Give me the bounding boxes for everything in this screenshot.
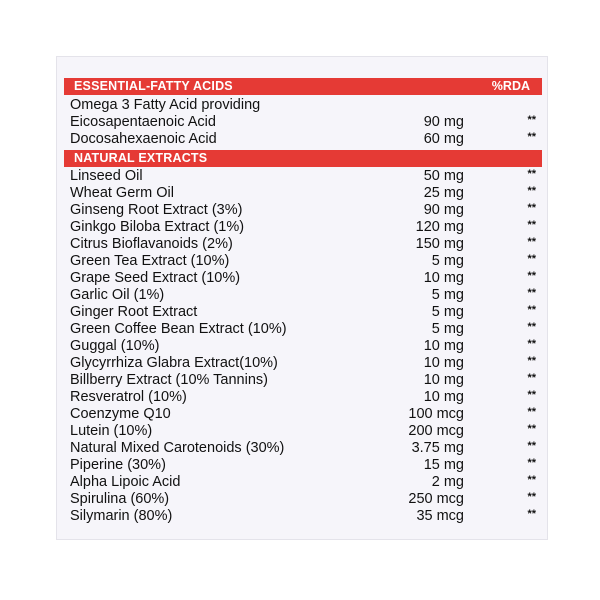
- table-row: [64, 508, 542, 525]
- ingredient-rda: **: [527, 508, 536, 520]
- ingredient-rda: **: [527, 287, 536, 299]
- table-row: [64, 185, 542, 202]
- ingredient-name: Resveratrol (10%): [70, 389, 187, 405]
- ingredient-amount: 120 mg: [415, 219, 464, 235]
- ingredient-name: Piperine (30%): [70, 457, 166, 473]
- table-row: [64, 355, 542, 372]
- ingredient-rda: **: [527, 168, 536, 180]
- table-row: [64, 372, 542, 389]
- ingredient-name: Green Coffee Bean Extract (10%): [70, 321, 287, 337]
- table-row: [64, 457, 542, 474]
- ingredient-rda: **: [527, 355, 536, 367]
- ingredient-name: Garlic Oil (1%): [70, 287, 165, 303]
- ingredient-amount: 50 mg: [423, 168, 464, 184]
- ingredient-name: Citrus Bioflavanoids (2%): [70, 236, 233, 252]
- ingredient-amount: 5 mg: [431, 321, 464, 337]
- table-row: [64, 253, 542, 270]
- section-header-natural-extracts: [64, 150, 542, 167]
- ingredient-amount: 150 mg: [415, 236, 464, 252]
- table-row: [64, 219, 542, 236]
- table-row: [64, 321, 542, 338]
- ingredient-name: Glycyrrhiza Glabra Extract(10%): [70, 355, 278, 371]
- table-row: [64, 270, 542, 287]
- table-row: [64, 491, 542, 508]
- ingredient-amount: 3.75 mg: [411, 440, 464, 456]
- ingredient-name: Ginseng Root Extract (3%): [70, 202, 243, 218]
- ingredient-amount: 2 mg: [431, 474, 464, 490]
- ingredient-amount: 200 mcg: [408, 423, 464, 439]
- table-row: [64, 440, 542, 457]
- ingredient-amount: 15 mg: [423, 457, 464, 473]
- ingredient-name: Docosahexaenoic Acid: [70, 131, 217, 147]
- section-header-essential-fatty-acids: [64, 78, 542, 95]
- ingredient-rda: **: [527, 202, 536, 214]
- ingredient-name: Natural Mixed Carotenoids (30%): [70, 440, 285, 456]
- table-row: [64, 97, 542, 114]
- ingredient-amount: 10 mg: [423, 372, 464, 388]
- ingredient-rda: **: [527, 253, 536, 265]
- ingredient-name: Guggal (10%): [70, 338, 160, 354]
- ingredient-amount: 5 mg: [431, 253, 464, 269]
- ingredient-name: Grape Seed Extract (10%): [70, 270, 241, 286]
- ingredient-rda: **: [527, 304, 536, 316]
- table-row: [64, 131, 542, 148]
- ingredient-amount: 35 mcg: [416, 508, 464, 524]
- ingredient-rda: **: [527, 321, 536, 333]
- table-row: [64, 202, 542, 219]
- ingredient-rda: **: [527, 474, 536, 486]
- table-row: [64, 114, 542, 131]
- ingredient-amount: 10 mg: [423, 270, 464, 286]
- ingredient-rda: **: [527, 457, 536, 469]
- ingredient-rda: **: [527, 270, 536, 282]
- table-row: [64, 474, 542, 491]
- ingredient-rda: **: [527, 372, 536, 384]
- ingredient-amount: 10 mg: [423, 338, 464, 354]
- ingredient-name: Ginkgo Biloba Extract (1%): [70, 219, 245, 235]
- ingredient-amount: 25 mg: [423, 185, 464, 201]
- ingredient-name: Lutein (10%): [70, 423, 153, 439]
- ingredient-rda: **: [527, 185, 536, 197]
- ingredient-rda: **: [527, 338, 536, 350]
- ingredient-rda: **: [527, 423, 536, 435]
- ingredient-rda: **: [527, 389, 536, 401]
- ingredient-amount: 250 mcg: [408, 491, 464, 507]
- table-row: [64, 389, 542, 406]
- ingredient-name: Silymarin (80%): [70, 508, 173, 524]
- ingredient-rda: **: [527, 406, 536, 418]
- rda-column-header: %RDA: [491, 79, 530, 93]
- ingredient-amount: 60 mg: [423, 131, 464, 147]
- ingredient-rda: **: [527, 440, 536, 452]
- ingredient-name: Billberry Extract (10% Tannins): [70, 372, 268, 388]
- ingredient-amount: 100 mcg: [408, 406, 464, 422]
- ingredient-name: Linseed Oil: [70, 168, 143, 184]
- ingredient-rda: **: [527, 114, 536, 126]
- ingredient-rda: **: [527, 131, 536, 143]
- ingredient-rda: **: [527, 491, 536, 503]
- ingredient-name: Omega 3 Fatty Acid providing: [70, 97, 261, 113]
- ingredient-name: Spirulina (60%): [70, 491, 170, 507]
- ingredient-name: Ginger Root Extract: [70, 304, 198, 320]
- section-title: NATURAL EXTRACTS: [74, 151, 208, 165]
- ingredient-amount: 5 mg: [431, 304, 464, 320]
- ingredient-rda: **: [527, 236, 536, 248]
- table-row: [64, 236, 542, 253]
- ingredient-amount: 90 mg: [423, 202, 464, 218]
- ingredient-amount: 90 mg: [423, 114, 464, 130]
- table-row: [64, 287, 542, 304]
- ingredient-name: Eicosapentaenoic Acid: [70, 114, 216, 130]
- table-row: [64, 168, 542, 185]
- ingredient-name: Coenzyme Q10: [70, 406, 171, 422]
- ingredient-rda: **: [527, 219, 536, 231]
- table-row: [64, 423, 542, 440]
- table-row: [64, 406, 542, 423]
- table-row: [64, 304, 542, 321]
- ingredient-name: Alpha Lipoic Acid: [70, 474, 181, 490]
- ingredient-amount: 10 mg: [423, 355, 464, 371]
- ingredient-name: Green Tea Extract (10%): [70, 253, 230, 269]
- section-title: ESSENTIAL-FATTY ACIDS: [74, 79, 233, 93]
- ingredient-amount: 5 mg: [431, 287, 464, 303]
- table-row: [64, 338, 542, 355]
- ingredient-amount: 10 mg: [423, 389, 464, 405]
- ingredient-name: Wheat Germ Oil: [70, 185, 174, 201]
